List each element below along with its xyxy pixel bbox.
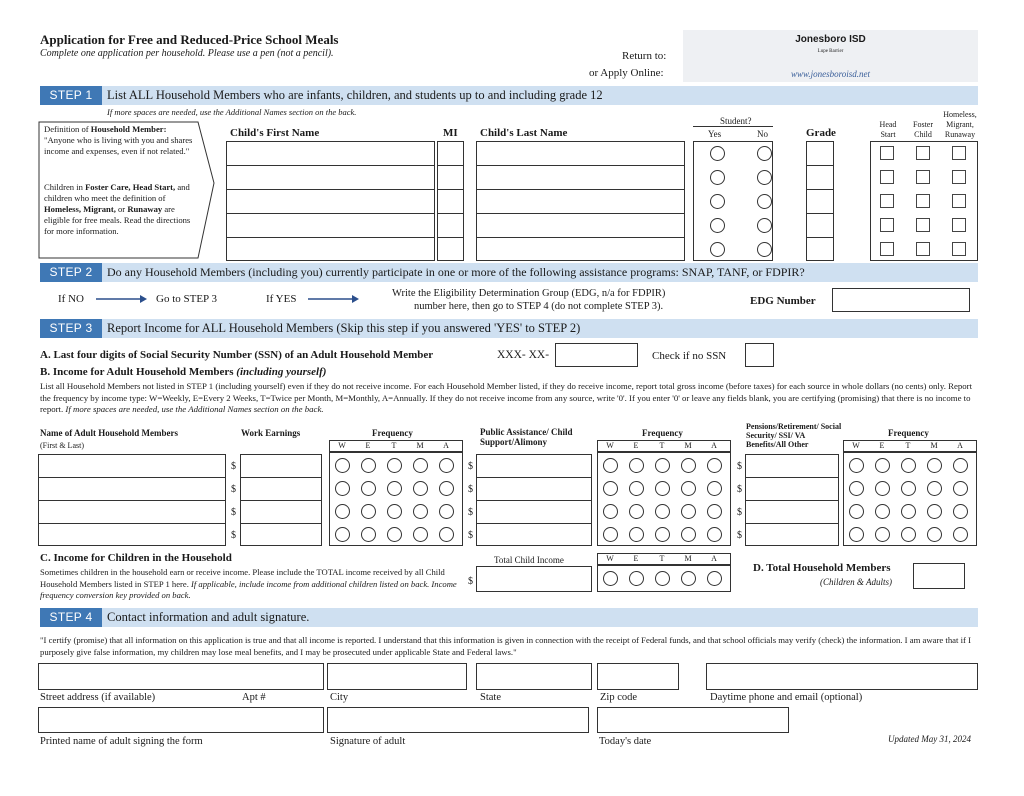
step3-title: Report Income for ALL Household Members (Skip this step if you answered 'YES' to STEP 2) <box>107 321 581 335</box>
frequency-radio[interactable] <box>953 481 968 496</box>
row-line <box>226 237 435 238</box>
mi-field[interactable] <box>437 141 464 261</box>
dollar-sign: $ <box>468 461 473 472</box>
freq-w: W <box>852 441 860 450</box>
student-yes-radio[interactable] <box>710 242 725 257</box>
frequency-radio[interactable] <box>335 481 350 496</box>
income-adults-title: B. Income for Adult Household Members <box>40 366 237 378</box>
row-line <box>38 523 226 524</box>
step2-title: Do any Household Members (including you) currently participate in one or more of the following assistance programs: SNAP, TANF, or FDPIR? <box>107 265 805 279</box>
homeless-checkbox[interactable] <box>952 218 966 232</box>
ssn-label: A. Last four digits of Social Security Number (SSN) of an Adult Household Member <box>40 349 434 361</box>
frequency-radio[interactable] <box>681 504 696 519</box>
freq-m: M <box>930 441 938 450</box>
frequency-radio[interactable] <box>361 458 376 473</box>
frequency-radio[interactable] <box>875 527 890 542</box>
frequency-radio[interactable] <box>655 571 670 586</box>
student-no-radio[interactable] <box>757 170 772 185</box>
apply-online-label: or Apply Online: <box>589 67 664 79</box>
homeless-checkbox[interactable] <box>952 242 966 256</box>
dollar-sign: $ <box>737 484 742 495</box>
frequency-radio[interactable] <box>655 481 670 496</box>
row-line <box>476 500 592 501</box>
col-frequency: Frequency <box>642 428 683 438</box>
frequency-radio[interactable] <box>387 481 402 496</box>
row-line <box>806 165 834 166</box>
freq-w: W <box>606 554 614 563</box>
col-head-start: Head Start <box>879 120 897 139</box>
dollar-sign: $ <box>231 530 236 541</box>
certification-text: "I certify (promise) that all information on this application is true and that all income is reported. I understand that this information is given in connection with the receipt of Federal funds, and that school officials may verify (check) the information. I am aware that if I purposely give false information, my children may lose meal benefits, and I may be prosecuted under applicable State and Federal laws." <box>40 635 971 657</box>
head-start-checkbox[interactable] <box>880 242 894 256</box>
step1-title: List ALL Household Members who are infants, children, and students up to and including grade 12 <box>107 88 603 102</box>
row-line <box>437 165 464 166</box>
student-no-radio[interactable] <box>757 242 772 257</box>
return-to-label: Return to: <box>622 50 667 62</box>
edg-instruction-2: number here, then go to STEP 4 (do not complete STEP 3). <box>414 301 664 312</box>
frequency-radio[interactable] <box>387 527 402 542</box>
dollar-sign: $ <box>231 507 236 518</box>
row-line <box>806 237 834 238</box>
no-ssn-checkbox[interactable] <box>745 343 774 367</box>
frequency-radio[interactable] <box>707 504 722 519</box>
row-line <box>476 189 685 190</box>
first-name-field[interactable] <box>226 141 435 261</box>
step3-tag: STEP 3 <box>40 319 102 338</box>
student-yes-radio[interactable] <box>710 218 725 233</box>
row-line <box>806 189 834 190</box>
printed-name-input[interactable] <box>38 707 324 733</box>
district-name: Jonesboro ISD <box>795 34 866 45</box>
head-start-checkbox[interactable] <box>880 146 894 160</box>
printed-name-label: Printed name of adult signing the form <box>40 736 203 747</box>
dollar-sign: $ <box>468 507 473 518</box>
row-line <box>745 523 839 524</box>
col-yes: Yes <box>708 129 722 139</box>
city-label: City <box>330 692 349 703</box>
freq-a: A <box>957 441 963 450</box>
col-frequency: Frequency <box>372 428 413 438</box>
frequency-radio[interactable] <box>953 458 968 473</box>
frequency-radio[interactable] <box>953 527 968 542</box>
step1-tag: STEP 1 <box>40 86 102 105</box>
col-frequency: Frequency <box>888 428 929 438</box>
arrow-right-icon <box>96 294 148 304</box>
col-work-earnings: Work Earnings <box>241 428 301 438</box>
frequency-radio[interactable] <box>439 481 454 496</box>
student-divider <box>693 126 773 127</box>
frequency-radio[interactable] <box>927 504 942 519</box>
frequency-radio[interactable] <box>439 504 454 519</box>
col-public-assistance: Public Assistance/ Child Support/Alimony <box>480 427 573 447</box>
frequency-radio[interactable] <box>603 571 618 586</box>
frequency-radio[interactable] <box>849 458 864 473</box>
frequency-radio[interactable] <box>387 458 402 473</box>
freq-w: W <box>606 441 614 450</box>
dollar-sign: $ <box>737 530 742 541</box>
go-step3-label: Go to STEP 3 <box>156 293 218 305</box>
frequency-radio[interactable] <box>849 527 864 542</box>
frequency-radio[interactable] <box>953 504 968 519</box>
col-no: No <box>757 129 768 139</box>
income-instructions: List all Household Members not listed in STEP 1 (including yourself) even if they do not receive income. For each Household Member listed, if they do receive income, report total gross income (before taxes) for each source in whole dollars (no cents) only. Report the frequency by income type: W=Weekly, E=Every 2 Weeks, T=Twice per Month, M=Monthly, A=Annually. If they do not receive income from any source, write '0'. If you enter '0' or leave any fields blank, you are certifying (promising) that there is no income to report. If more spaces are needed, use the Additional Names section on the back. <box>40 381 973 414</box>
freq-m: M <box>684 441 692 450</box>
frequency-radio[interactable] <box>603 481 618 496</box>
freq-a: A <box>711 554 717 563</box>
frequency-radio[interactable] <box>875 504 890 519</box>
child-income-instructions: Sometimes children in the household earn or receive income. Please include the TOTAL income received by all Child Household Members listed in STEP 1 here. If applicable, include income from additional children listed on back. Income frequency conversion key provided on back. <box>40 567 457 600</box>
student-no-radio[interactable] <box>757 218 772 233</box>
frequency-radio[interactable] <box>439 527 454 542</box>
frequency-radio[interactable] <box>707 527 722 542</box>
frequency-radio[interactable] <box>387 504 402 519</box>
last-name-field[interactable] <box>476 141 685 261</box>
foster-checkbox[interactable] <box>916 218 930 232</box>
total-members-sub: (Children & Adults) <box>820 577 892 587</box>
row-line <box>226 165 435 166</box>
freq-m: M <box>416 441 424 450</box>
foster-checkbox[interactable] <box>916 242 930 256</box>
row-line <box>437 237 464 238</box>
city-input[interactable] <box>327 663 467 690</box>
website-link[interactable]: www.jonesboroisd.net <box>790 69 870 79</box>
col-student: Student? <box>720 116 752 126</box>
row-line <box>226 213 435 214</box>
zip-input[interactable] <box>597 663 679 690</box>
head-start-checkbox[interactable] <box>880 194 894 208</box>
no-ssn-label: Check if no SSN <box>652 350 727 362</box>
frequency-radio[interactable] <box>901 458 916 473</box>
freq-w: W <box>338 441 346 450</box>
row-line <box>745 477 839 478</box>
freq-m: M <box>684 554 692 563</box>
ssn-prefix: XXX- XX- <box>497 349 550 361</box>
apt-label: Apt # <box>242 692 266 703</box>
frequency-radio[interactable] <box>707 481 722 496</box>
frequency-radio[interactable] <box>681 527 696 542</box>
homeless-checkbox[interactable] <box>952 170 966 184</box>
state-input[interactable] <box>476 663 592 690</box>
dollar-sign: $ <box>468 530 473 541</box>
zip-label: Zip code <box>600 692 638 703</box>
col-pensions: Pensions/Retirement/ Social Security/ SSI/ VA Benefits/All Other <box>746 422 842 449</box>
frequency-radio[interactable] <box>707 571 722 586</box>
frequency-radio[interactable] <box>361 504 376 519</box>
row-line <box>240 477 322 478</box>
frequency-radio[interactable] <box>849 481 864 496</box>
frequency-radio[interactable] <box>849 504 864 519</box>
row-line <box>476 237 685 238</box>
child-income-label: C. Income for Children in the Household <box>40 552 232 564</box>
frequency-radio[interactable] <box>901 481 916 496</box>
head-start-checkbox[interactable] <box>880 218 894 232</box>
step4-tag: STEP 4 <box>40 608 102 627</box>
row-line <box>240 500 322 501</box>
frequency-radio[interactable] <box>603 458 618 473</box>
freq-e: E <box>879 441 885 450</box>
income-adults-qualifier: (including yourself) <box>236 366 327 378</box>
col-first-name: Child's First Name <box>230 127 320 139</box>
frequency-radio[interactable] <box>629 481 644 496</box>
frequency-radio[interactable] <box>655 527 670 542</box>
step1-note: If more spaces are needed, use the Additional Names section on the back. <box>107 107 357 117</box>
state-label: State <box>480 692 501 703</box>
col-grade: Grade <box>806 127 836 139</box>
freq-e: E <box>633 441 639 450</box>
form-title: Application for Free and Reduced-Price School Meals <box>40 32 339 47</box>
freq-t: T <box>659 554 665 563</box>
row-line <box>745 500 839 501</box>
col-last-name: Child's Last Name <box>480 127 568 139</box>
frequency-radio[interactable] <box>629 571 644 586</box>
household-definition: Definition of Household Member: "Anyone who is living with you and shares income and expenses, even if not related." <box>44 124 193 156</box>
dollar-sign: $ <box>231 484 236 495</box>
foster-checkbox[interactable] <box>916 170 930 184</box>
street-label: Street address (if available) <box>40 692 156 703</box>
grade-field[interactable] <box>806 141 834 261</box>
frequency-radio[interactable] <box>413 527 428 542</box>
frequency-radio[interactable] <box>629 458 644 473</box>
student-yes-radio[interactable] <box>710 194 725 209</box>
frequency-radio[interactable] <box>707 458 722 473</box>
phone-email-input[interactable] <box>706 663 978 690</box>
student-yes-radio[interactable] <box>710 146 725 161</box>
col-foster-child: Foster Child <box>913 120 933 139</box>
step2-tag: STEP 2 <box>40 263 102 282</box>
row-line <box>38 477 226 478</box>
row-line <box>476 213 685 214</box>
col-mi: MI <box>443 127 458 139</box>
frequency-radio[interactable] <box>413 481 428 496</box>
row-line <box>476 165 685 166</box>
row-line <box>240 523 322 524</box>
dollar-sign: $ <box>468 576 473 587</box>
row-line <box>476 477 592 478</box>
frequency-radio[interactable] <box>413 504 428 519</box>
dollar-sign: $ <box>737 461 742 472</box>
frequency-radio[interactable] <box>361 481 376 496</box>
frequency-radio[interactable] <box>335 458 350 473</box>
edg-instruction-1: Write the Eligibility Determination Group (EDG, n/a for FDPIR) <box>392 288 666 299</box>
row-line <box>437 189 464 190</box>
if-no-label: If NO <box>58 293 84 305</box>
foster-checkbox[interactable] <box>916 146 930 160</box>
dollar-sign: $ <box>468 484 473 495</box>
frequency-radio[interactable] <box>875 481 890 496</box>
signature-input[interactable] <box>327 707 589 733</box>
edg-number-input[interactable] <box>832 288 970 312</box>
street-address-input[interactable] <box>38 663 324 690</box>
frequency-radio[interactable] <box>603 504 618 519</box>
frequency-radio[interactable] <box>361 527 376 542</box>
district-sub: Lupe Barrier <box>817 49 844 54</box>
row-line <box>437 213 464 214</box>
frequency-radio[interactable] <box>681 571 696 586</box>
freq-t: T <box>905 441 911 450</box>
freq-e: E <box>633 554 639 563</box>
freq-a: A <box>711 441 717 450</box>
total-child-income-label: Total Child Income <box>494 555 564 565</box>
total-members-label: D. Total Household Members <box>753 562 891 574</box>
freq-a: A <box>443 441 449 450</box>
total-members-input[interactable] <box>913 563 965 589</box>
freq-e: E <box>365 441 371 450</box>
frequency-radio[interactable] <box>335 504 350 519</box>
updated-date: Updated May 31, 2024 <box>888 734 971 744</box>
head-start-checkbox[interactable] <box>880 170 894 184</box>
homeless-checkbox[interactable] <box>952 194 966 208</box>
col-adult-name: Name of Adult Household Members <box>40 428 178 438</box>
date-label: Today's date <box>599 736 652 747</box>
row-line <box>38 500 226 501</box>
frequency-radio[interactable] <box>629 504 644 519</box>
dollar-sign: $ <box>737 507 742 518</box>
freq-t: T <box>659 441 665 450</box>
row-line <box>226 189 435 190</box>
eligibility-note: Children in Foster Care, Head Start, and children who meet the definition of Homeless, Migrant, or Runaway are eligible for free meals. Read the directions for more information. <box>44 182 191 236</box>
frequency-radio[interactable] <box>901 504 916 519</box>
student-no-radio[interactable] <box>757 194 772 209</box>
frequency-radio[interactable] <box>681 458 696 473</box>
frequency-radio[interactable] <box>603 527 618 542</box>
form-subtitle: Complete one application per household. Please use a pen (not a pencil). <box>40 48 334 59</box>
frequency-radio[interactable] <box>927 458 942 473</box>
date-input[interactable] <box>597 707 789 733</box>
step4-title: Contact information and adult signature. <box>107 610 310 624</box>
ssn-input[interactable] <box>555 343 638 367</box>
freq-t: T <box>391 441 397 450</box>
phone-label: Daytime phone and email (optional) <box>710 692 863 703</box>
frequency-radio[interactable] <box>681 481 696 496</box>
frequency-radio[interactable] <box>439 458 454 473</box>
row-line <box>476 523 592 524</box>
if-yes-label: If YES <box>266 293 297 305</box>
dollar-sign: $ <box>231 461 236 472</box>
homeless-checkbox[interactable] <box>952 146 966 160</box>
frequency-radio[interactable] <box>655 458 670 473</box>
frequency-radio[interactable] <box>875 458 890 473</box>
frequency-radio[interactable] <box>927 527 942 542</box>
income-adults-label <box>40 366 326 378</box>
col-adult-name-sub: (First & Last) <box>40 441 84 450</box>
foster-checkbox[interactable] <box>916 194 930 208</box>
frequency-radio[interactable] <box>901 527 916 542</box>
student-yes-radio[interactable] <box>710 170 725 185</box>
signature-label: Signature of adult <box>330 736 406 747</box>
col-homeless: Homeless, Migrant, Runaway <box>943 110 977 139</box>
frequency-radio[interactable] <box>335 527 350 542</box>
frequency-radio[interactable] <box>629 527 644 542</box>
total-child-income-input[interactable] <box>476 566 592 592</box>
frequency-radio[interactable] <box>927 481 942 496</box>
row-line <box>806 213 834 214</box>
student-no-radio[interactable] <box>757 146 772 161</box>
frequency-radio[interactable] <box>413 458 428 473</box>
arrow-right-icon <box>308 294 360 304</box>
frequency-radio[interactable] <box>655 504 670 519</box>
edg-label: EDG Number <box>750 295 816 307</box>
